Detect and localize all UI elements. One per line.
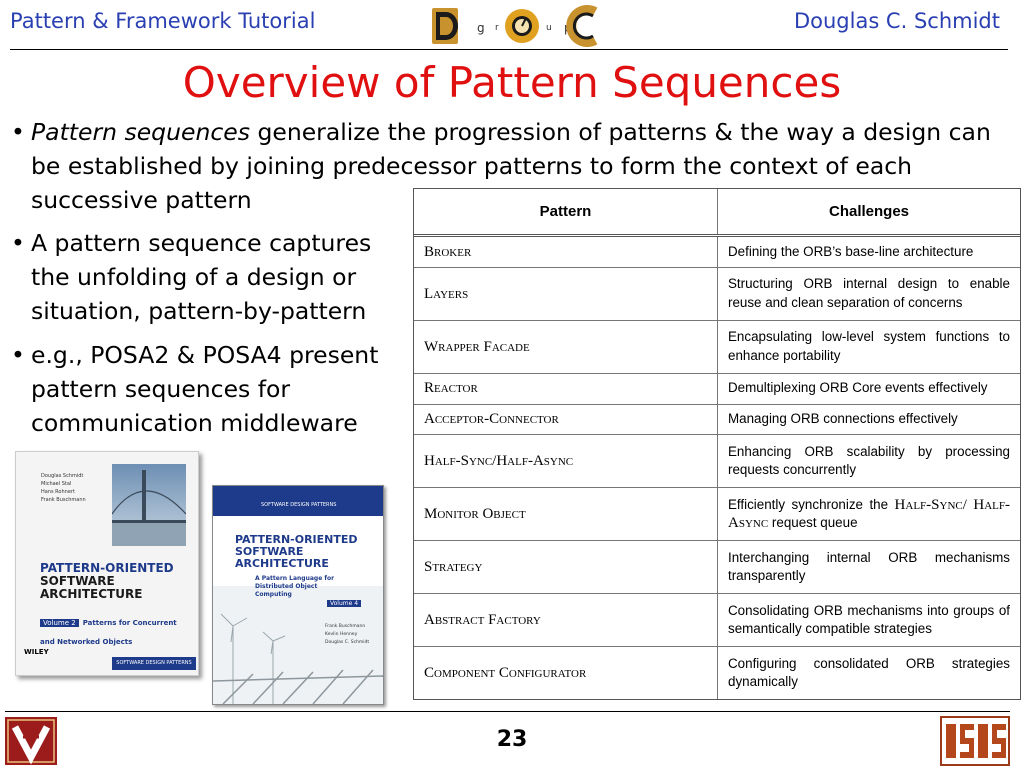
bullet-pattern-sequence-captures (11, 226, 401, 328)
challenge-cell: Defining the ORB’s base-line architecture (718, 236, 1021, 268)
page-number: 23 (496, 727, 528, 752)
book-title-line: SOFTWARE (40, 574, 115, 588)
table-header-pattern: Pattern (414, 189, 718, 236)
table-row (414, 435, 1020, 488)
posa4-book-cover (212, 485, 384, 705)
publisher-logo: WILEY (24, 648, 49, 656)
pattern-cell: Half-Sync/Half-Async (414, 435, 718, 488)
book-title-line: ARCHITECTURE (235, 557, 329, 570)
challenge-cell: Consolidating ORB mechanisms into groups of semantically compatible strategies (718, 594, 1021, 647)
pattern-cell: Acceptor-Connector (414, 404, 718, 435)
logo-letter-g: g (477, 21, 485, 35)
book-authors: Douglas Schmidt Michael Stal Hans Rohnert Frank Buschmann (41, 473, 86, 503)
book-subtitle: Patterns for Concurrent and Networked Objects (40, 619, 177, 646)
challenge-cell: Configuring consolidated ORB strategies dynamically (718, 647, 1021, 699)
table-row (414, 488, 1020, 541)
bullet-glyph: • (11, 341, 25, 369)
posa2-book-cover (15, 451, 199, 676)
book-title (235, 534, 358, 570)
header-divider (10, 49, 1008, 50)
header-course-title: Pattern & Framework Tutorial (10, 9, 316, 33)
book-title (40, 562, 174, 601)
isis-logo (940, 716, 1010, 766)
book-title-line: PATTERN-ORIENTED (40, 561, 174, 575)
bullet-text: e.g., POSA2 & POSA4 present pattern sequences for communication middleware (31, 341, 379, 437)
volume-badge: Volume 2 (40, 619, 79, 627)
table-row (414, 267, 1020, 320)
challenge-text: request queue (768, 515, 858, 531)
logo-letter-u: u (546, 23, 552, 33)
pattern-cell: Strategy (414, 541, 718, 594)
pattern-cell: Layers (414, 267, 718, 320)
table-row (414, 373, 1020, 404)
pattern-cell: Wrapper Facade (414, 320, 718, 373)
slide-title: Overview of Pattern Sequences (182, 58, 842, 107)
book-title-line: PATTERN-ORIENTED (235, 533, 358, 546)
footer-divider (5, 711, 1010, 712)
table-row (414, 404, 1020, 435)
challenge-cell: Encapsulating low-level system functions to enhance portability (718, 320, 1021, 373)
bullet-emphasis: Pattern sequences (31, 118, 250, 146)
table-row (414, 594, 1020, 647)
series-banner (213, 486, 383, 516)
logo-letter-p: p (564, 21, 572, 35)
book-title-line: SOFTWARE (235, 545, 304, 558)
pattern-challenges-table (413, 188, 1021, 700)
table-row (414, 320, 1020, 373)
challenge-cell: Demultiplexing ORB Core events effectively (718, 373, 1021, 404)
volume-badge: Volume 4 (327, 600, 361, 607)
table-header-challenges: Challenges (718, 189, 1021, 236)
bullet-text: generalize the progression of patterns & the way a design can be established by joining predecessor patterns to form the context of each successive pattern (31, 118, 991, 214)
bullet-glyph: • (11, 118, 25, 146)
table-row (414, 647, 1020, 699)
table-row (414, 236, 1020, 268)
header-author: Douglas C. Schmidt (793, 9, 1000, 33)
bullet-glyph: • (11, 229, 25, 257)
challenge-text: Efficiently synchronize the (728, 496, 895, 512)
book-volume (40, 610, 190, 648)
challenge-cell: Structuring ORB internal design to enable reuse and clean separation of concerns (718, 267, 1021, 320)
series-label: SOFTWARE DESIGN PATTERNS (261, 502, 337, 508)
bullet-text: A pattern sequence captures the unfolding of a design or situation, pattern-by-pattern (31, 229, 372, 325)
challenge-cell (718, 488, 1021, 541)
book-subtitle: A Pattern Language for Distributed Object Computing (255, 575, 335, 598)
challenge-pattern-ref: Half-Sync/ Half-Async (728, 496, 1010, 532)
series-banner: SOFTWARE DESIGN PATTERNS (112, 657, 196, 670)
challenge-cell: Interchanging internal ORB mechanisms transparently (718, 541, 1021, 594)
book-title-line: ARCHITECTURE (40, 587, 143, 601)
pattern-cell: Abstract Factory (414, 594, 718, 647)
pattern-cell: Broker (414, 236, 718, 268)
pattern-cell: Monitor Object (414, 488, 718, 541)
pattern-cell: Component Configurator (414, 647, 718, 699)
book-authors: Frank Buschmann Kevlin Henney Douglas C. Schmidt (325, 624, 370, 645)
challenge-cell: Managing ORB connections effectively (718, 404, 1021, 435)
bridge-photo (112, 464, 186, 546)
challenge-cell: Enhancing ORB scalability by processing requests concurrently (718, 435, 1021, 488)
bullet-posa-examples (11, 338, 411, 440)
table-row (414, 541, 1020, 594)
pattern-cell: Reactor (414, 373, 718, 404)
logo-letter-r: r (495, 23, 499, 33)
doc-group-logo (430, 2, 600, 48)
